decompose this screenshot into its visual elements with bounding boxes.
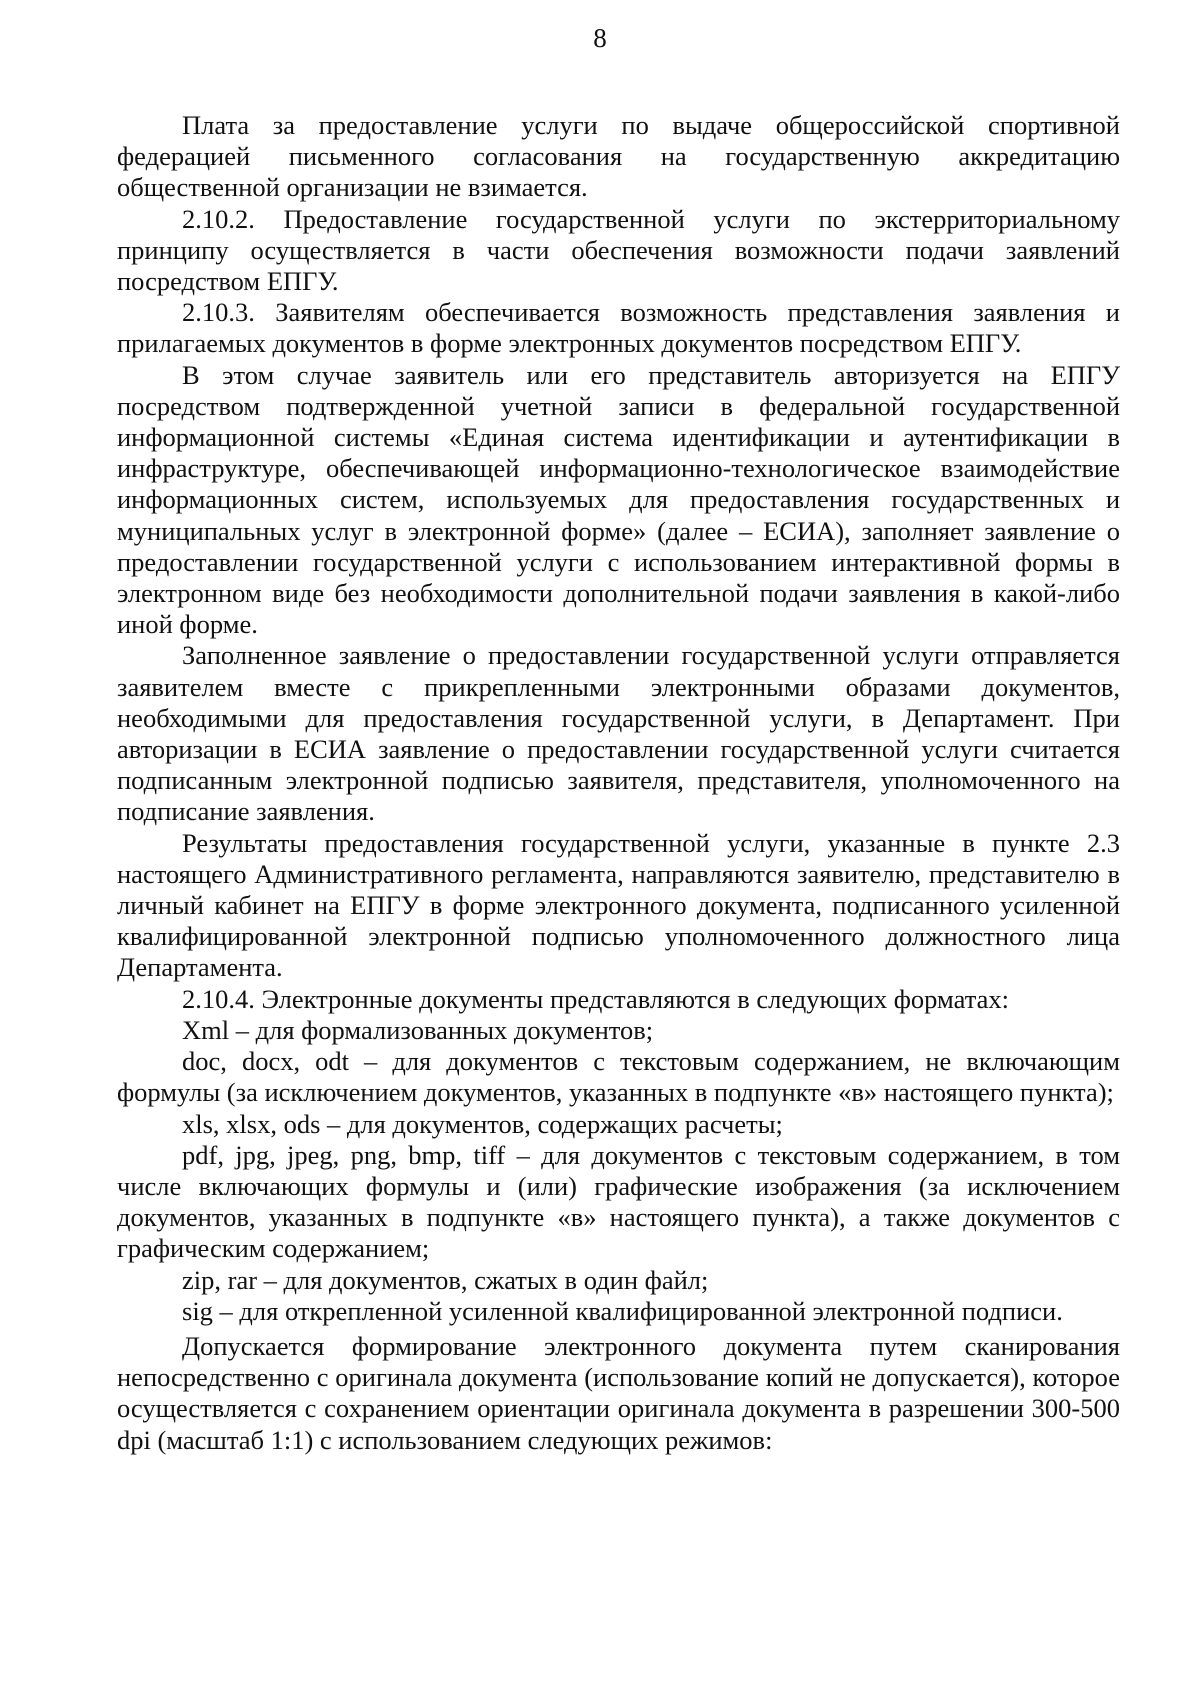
paragraph-2-10-2: 2.10.2. Предоставление государственной услуги по экстерриториальному принципу осуществляется в части обеспечения возможности подачи заявлений посредством ЕПГУ. (117, 203, 1120, 297)
paragraph-2-10-4: 2.10.4. Электронные документы представляются в следующих форматах: (182, 983, 1009, 1014)
paragraph-2-10-3: 2.10.3. Заявителям обеспечивается возможность представления заявления и прилагаемых документов в форме электронных документов посредством ЕПГУ. (117, 297, 1120, 359)
paragraph-esia-authorization: В этом случае заявитель или его представитель авторизуется на ЕПГУ посредством подтвержденной учетной записи в федеральной государственной информационной системы «Единая система идентификации и аутентификации в инфраструктуре, обеспечивающей информационно-технологическое взаимодействие информационных систем, используемых для предоставления государственных и муниципальных услуг в электронной форме» (далее – ЕСИА), заполняет заявление о предоставлении государственной услуги с использованием интерактивной формы в электронном виде без необходимости дополнительной подачи заявления в какой-либо иной форме. (117, 359, 1120, 640)
paragraph-fee: Плата за предоставление услуги по выдаче общероссийской спортивной федерацией письменного согласования на государственную аккредитацию общественной организации не взимается. (117, 110, 1120, 203)
format-item-pdf: pdf, jpg, jpeg, png, bmp, tiff – для документов с текстовым содержанием, в том числе включающих формулы и (или) графические изображения (за исключением документов, указанных в подпункте «в» настоящего пункта), а также документов с графическим содержанием; (117, 1139, 1120, 1264)
paragraph-scanning: Допускается формирование электронного документа путем сканирования непосредственно с оригинала документа (использование копий не допускается), которое осуществляется с сохранением ориентации оригинала документа в разрешении 300-500 dpi (масштаб 1:1) с использованием следующих режимов: (117, 1330, 1120, 1455)
page-number: 8 (593, 23, 607, 53)
format-item-doc: doc, docx, odt – для документов с текстовым содержанием, не включающим формулы (за исключением документов, указанных в подпункте «в» настоящего пункта); (117, 1046, 1120, 1108)
format-item-zip: zip, rar – для документов, сжатых в один файл; (182, 1264, 709, 1295)
format-item-xls: xls, xlsx, ods – для документов, содержащих расчеты; (182, 1108, 783, 1139)
paragraph-results: Результаты предоставления государственной услуги, указанные в пункте 2.3 настоящего Административного регламента, направляются заявителю, представителю в личный кабинет на ЕПГУ в форме электронного документа, подписанного усиленной квалифицированной электронной подписью уполномоченного должностного лица Департамента. (117, 827, 1120, 983)
paragraph-submission: Заполненное заявление о предоставлении государственной услуги отправляется заявителем вместе с прикрепленными электронными образами документов, необходимыми для предоставления государственной услуги, в Департамент. При авторизации в ЕСИА заявление о предоставлении государственной услуги считается подписанным электронной подписью заявителя, представителя, уполномоченного на подписание заявления. (117, 640, 1120, 827)
document-body (117, 110, 1120, 1456)
format-item-sig: sig – для открепленной усиленной квалифицированной электронной подписи. (182, 1295, 1063, 1326)
format-item-xml: Xml – для формализованных документов; (182, 1014, 654, 1045)
